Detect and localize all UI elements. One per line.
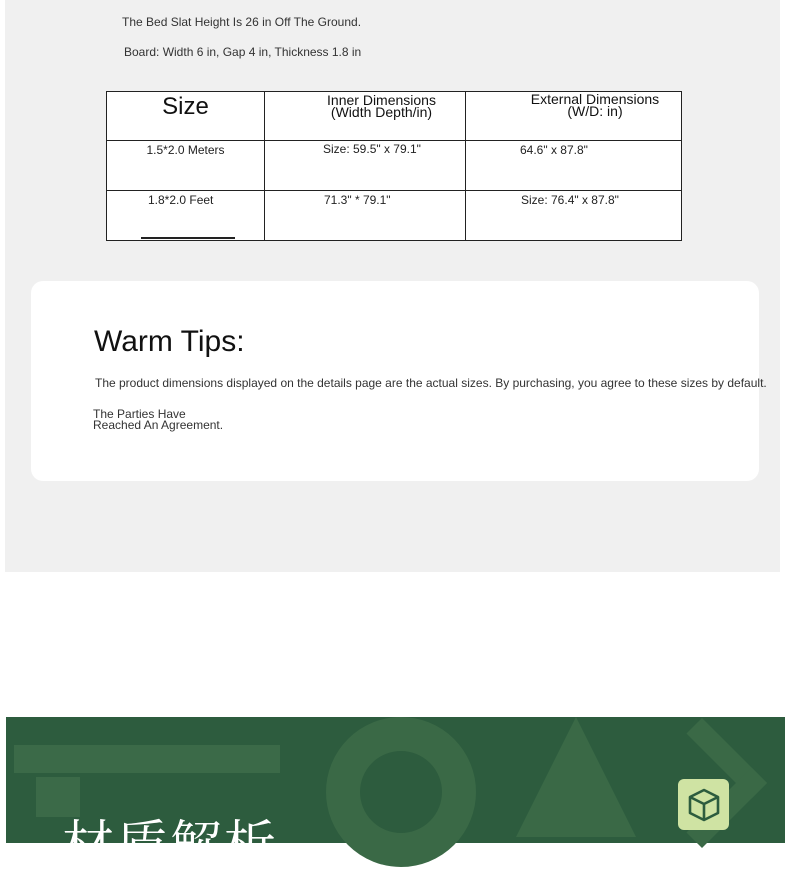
inner-header-line1: Inner Dimensions [327, 92, 436, 108]
banner-decoration [14, 745, 280, 773]
external-dimensions-header [466, 92, 682, 141]
table-row [107, 191, 682, 241]
table-row [107, 141, 682, 191]
box-icon [685, 786, 723, 824]
banner-decoration [516, 717, 636, 837]
size-table [106, 91, 682, 241]
material-analysis-title: 材质解析 [62, 816, 279, 876]
table-header-row [107, 92, 682, 141]
external-header-line2: (W/D: in) [567, 103, 623, 119]
size-cell: 1.8*2.0 Feet [107, 191, 265, 241]
agreement-line2: Reached An Agreement. [93, 418, 224, 432]
banner-decoration [326, 717, 476, 867]
inner-cell: 71.3" * 79.1" [265, 191, 466, 241]
inner-cell: Size: 59.5" x 79.1" [265, 141, 466, 191]
tips-title: Warm Tips: [94, 325, 245, 358]
external-cell: Size: 76.4" x 87.8" [466, 191, 682, 241]
warm-tips-card [31, 281, 767, 481]
tips-agreement [93, 409, 223, 431]
size-header: Size [107, 92, 265, 141]
tips-body: The product dimensions displayed on the details page are the actual sizes. By purchasing, you agree to these sizes by default. [95, 376, 767, 390]
external-cell: 64.6" x 87.8" [466, 141, 682, 191]
inner-dimensions-header [265, 92, 466, 141]
board-spec-text: Board: Width 6 in, Gap 4 in, Thickness 1.8 in [124, 45, 362, 59]
box-icon-button[interactable] [678, 779, 729, 830]
size-cell: 1.5*2.0 Meters [107, 141, 265, 191]
material-banner [6, 717, 785, 876]
agreement-line1: The Parties Have [93, 407, 186, 421]
underline-divider [141, 237, 235, 239]
inner-header-line2: (Width Depth/in) [330, 104, 433, 120]
external-header-line1: External Dimensions [530, 91, 660, 107]
slat-height-text: The Bed Slat Height Is 26 in Off The Ground. [122, 15, 362, 29]
